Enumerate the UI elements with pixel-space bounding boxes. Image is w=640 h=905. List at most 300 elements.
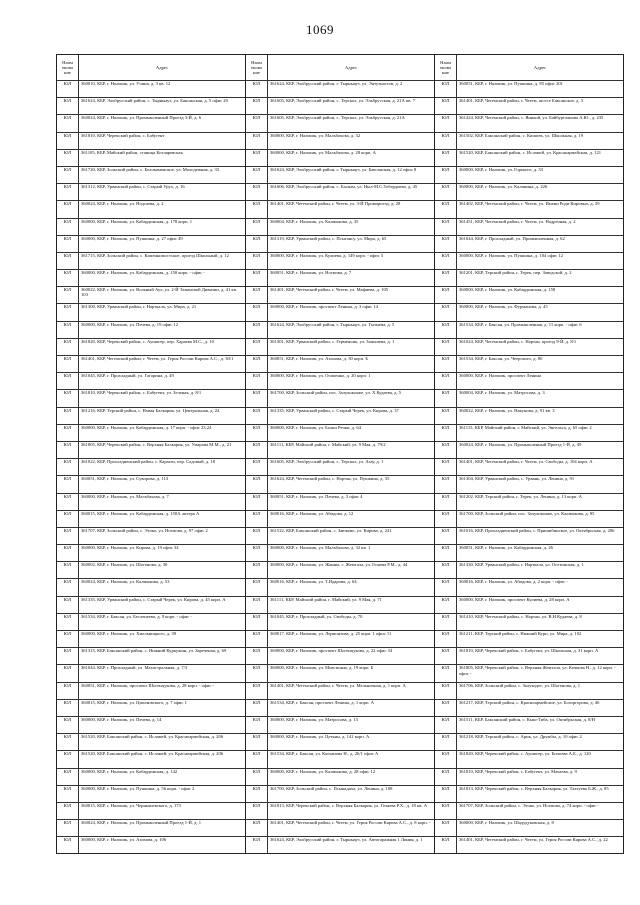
table-row	[435, 218, 623, 235]
entity-type-cell: ЮЛ	[246, 184, 268, 201]
entity-type-cell: ЮЛ	[57, 785, 79, 802]
table-row	[57, 665, 245, 682]
address-cell: 360004, КБР, г. Нальчик, ул. Матросова, д. 3	[457, 390, 624, 407]
address-cell: 360000, КБР, г. Нальчик, ул. Матросова, д. 13	[268, 716, 435, 733]
address-cell: 361216, КБР, Терский район, с. Новая Балкария, ул. Центральная, д. 24	[79, 407, 246, 424]
table-row	[57, 493, 245, 510]
address-cell: 360000, КБР, г. Нальчик, ул. Пушкина, д. 104 офис 12	[457, 252, 624, 269]
table-row	[435, 648, 623, 665]
header-type: Наим енова ние	[246, 55, 268, 81]
address-cell: 361605, КБР, Эльбрусский район, с. Терскол, ул. Эльбрусская, д. 21А кв. 7	[268, 98, 435, 115]
address-cell: 361511, КБР, Баксанский район, с. Кыш-Тиба, ул. Октябрьская, д. 8/Н	[457, 716, 624, 733]
table-row	[57, 218, 245, 235]
entity-type-cell: ЮЛ	[246, 373, 268, 390]
entity-type-cell: ЮЛ	[246, 596, 268, 613]
header-row	[246, 55, 434, 81]
entity-type-cell: ЮЛ	[435, 373, 457, 390]
table-row	[246, 631, 434, 648]
address-cell: 361624, КБР, Эльбрусский район, г. Тырныауз, ул. Автогаражная 1 Линия, д. 1	[270, 837, 423, 843]
table-row	[246, 184, 434, 201]
table-row	[246, 493, 434, 510]
header-address: Адрес	[268, 55, 435, 81]
entity-type-cell: ЮЛ	[246, 356, 268, 373]
address-cell: 360000, КБР, г. Нальчик, проспект Ленина, д. 3 офис 14	[268, 304, 435, 321]
address-cell: 361335, КБР, Урванский район, с. Старый Черек, ул. Кирова, д. 37	[268, 407, 435, 424]
address-cell: 360024, КБР, г. Нальчик, ул. Калмыкова, д. 53	[79, 579, 246, 596]
address-cell: 361502, КБР, Баксанский район, с. Кишпек, ул. Школьная, д. 19	[457, 132, 624, 149]
address-cell: 361534, КБР, г. Баксан, проспект Ленина, д. 1 корп. А	[268, 699, 435, 716]
entity-type-cell: ЮЛ	[57, 424, 79, 441]
address-column	[246, 55, 435, 853]
table-row	[57, 424, 245, 441]
entity-type-cell: ЮЛ	[435, 734, 457, 751]
table-row	[57, 545, 245, 562]
table-row	[246, 235, 434, 252]
table-row	[435, 596, 623, 613]
table-row	[435, 81, 623, 98]
address-subtable	[246, 55, 434, 853]
table-row	[246, 734, 434, 751]
entity-type-cell: ЮЛ	[435, 751, 457, 768]
entity-type-cell: ЮЛ	[246, 149, 268, 166]
page-number: 1069	[306, 22, 334, 37]
table-row	[435, 579, 623, 596]
entity-type-cell: ЮЛ	[246, 338, 268, 355]
entity-type-cell: ЮЛ	[435, 545, 457, 562]
entity-type-cell: ЮЛ	[57, 648, 79, 665]
address-cell: 361402, КБР, Чегемский район, г. Чегем, ул. Имени Роди Кировых, д. 29	[457, 201, 624, 218]
address-cell: 360000, КБР, г. Нальчик, ул. Ахохова, д. 106	[81, 837, 167, 843]
header-address: Адрес	[457, 55, 624, 81]
table-row	[246, 287, 434, 304]
address-cell: 361315, КБР, Баксанский район, с. Нижний Куркужин, ул. Зареченая, д. 69	[79, 648, 246, 665]
address-cell: 360000, КБР, г. Нальчик, ул. Мовсисяна, д. 19 корп. Б	[268, 665, 435, 682]
entity-type-cell: ЮЛ	[246, 510, 268, 527]
address-cell: 360000, КБР, г. Нальчик, ул. Кирова, д. 19 офис 34	[79, 545, 246, 562]
entity-type-cell: ЮЛ	[435, 510, 457, 527]
entity-type-cell: ЮЛ	[435, 596, 457, 613]
address-cell: 361319, КБР, Урванский район, с. Псыгансу, ул. Мира, д. 65	[268, 235, 435, 252]
entity-type-cell: ЮЛ	[435, 252, 457, 269]
table-row	[57, 527, 245, 544]
entity-type-cell: ЮЛ	[57, 252, 79, 269]
address-cell: 360022, КБР, г. Нальчик, ул. Вольный Аул, ул. 2-Й Таманской Дивизии, д. 41 кв. 103	[79, 287, 246, 304]
entity-type-cell: ЮЛ	[435, 132, 457, 149]
address-cell: 360000, КБР, г. Нальчик, ул. Кабардинская, д. 178 корп. 1	[79, 218, 246, 235]
entity-type-cell: ЮЛ	[435, 356, 457, 373]
table-row	[246, 545, 434, 562]
entity-type-cell: ЮЛ	[246, 579, 268, 596]
table-row	[246, 132, 434, 149]
address-cell: 360000, КБР, г. Нальчик, ул. Кулиева, д. 149 корп. - офис 3	[268, 252, 435, 269]
entity-type-cell: ЮЛ	[246, 98, 268, 115]
table-row	[435, 476, 623, 493]
entity-type-cell: ЮЛ	[57, 390, 79, 407]
entity-type-cell: ЮЛ	[435, 613, 457, 630]
address-cell: 360000, КБР, г. Нальчик, ул. Калмыкова, д. 28 офис 12	[268, 768, 435, 785]
table-row	[57, 252, 245, 269]
entity-type-cell: ЮЛ	[435, 115, 457, 132]
entity-type-cell: ЮЛ	[246, 682, 268, 699]
address-cell: 361335, КБР, Урванский район, с. Старый Черек, ул. Кирова, д. 45 корп. А	[79, 596, 246, 613]
entity-type-cell: ЮЛ	[435, 407, 457, 424]
entity-type-cell: ЮЛ	[435, 98, 457, 115]
table-row	[435, 304, 623, 321]
entity-type-cell: ЮЛ	[57, 356, 79, 373]
table-row	[246, 356, 434, 373]
entity-type-cell: ЮЛ	[435, 837, 457, 854]
entity-type-cell: ЮЛ	[435, 235, 457, 252]
address-cell: 361520, КБР, Баксанский район, с. Исламей, ул. Красноармейская, д. 206	[79, 751, 246, 768]
entity-type-cell: ЮЛ	[246, 613, 268, 630]
entity-type-cell: ЮЛ	[246, 734, 268, 751]
address-table	[56, 54, 624, 854]
entity-type-cell: ЮЛ	[246, 716, 268, 733]
entity-type-cell: ЮЛ	[435, 338, 457, 355]
entity-type-cell: ЮЛ	[246, 218, 268, 235]
entity-type-cell: ЮЛ	[57, 321, 79, 338]
address-cell: 361534, КБР, г. Баксан, ул. Бесленеева, д. 9 корп. - офис -	[79, 613, 246, 630]
table-row	[435, 132, 623, 149]
address-cell: 360000, КБР, г. Нальчик, ул. Калинина, д. 226	[457, 184, 624, 201]
table-row	[435, 424, 623, 441]
address-cell: 360000, КБР, г. Нальчик, ул. Цеткин, д. 141 корп. А	[268, 734, 435, 751]
header-address: Адрес	[79, 55, 246, 81]
entity-type-cell: ЮЛ	[57, 338, 79, 355]
address-cell: 360015, КБР, г. Нальчик, ул. Чернышевского, д. 173	[79, 802, 246, 819]
entity-type-cell: ЮЛ	[246, 631, 268, 648]
address-cell: 360051, КБР, г. Нальчик, ул. Ахохова, д. 30 корп. Б	[268, 356, 435, 373]
entity-type-cell: ЮЛ	[57, 768, 79, 785]
table-row	[246, 682, 434, 699]
table-row	[246, 424, 434, 441]
address-cell: 361624, КБР, Эльбрусский район, г. Тырныауз, ул. Энтузиастов, д. 2	[268, 81, 435, 98]
entity-type-cell: ЮЛ	[435, 270, 457, 287]
address-cell: 360051, КБР, г. Нальчик, проспект Шогенцукова, д. 28 корп. - офис -	[79, 682, 246, 699]
entity-type-cell: ЮЛ	[246, 407, 268, 424]
table-row	[57, 476, 245, 493]
table-row	[246, 716, 434, 733]
entity-type-cell: ЮЛ	[435, 682, 457, 699]
entity-type-cell: ЮЛ	[435, 81, 457, 98]
table-row	[435, 493, 623, 510]
table-row	[435, 716, 623, 733]
entity-type-cell: ЮЛ	[246, 820, 268, 837]
address-cell: 360051, КБР, г. Нальчик, ул. Ногмова, д. 7	[268, 270, 435, 287]
address-cell: 361805, КБР, Черекский район, с. Верхняя Балкария, ул. Умарова М.М., д. 21	[79, 441, 246, 458]
address-cell: 360016, КБР, г. Нальчик, ул. Абидова, д. 2 корп. - офис -	[457, 579, 624, 596]
table-row	[57, 820, 245, 837]
table-row	[57, 115, 245, 132]
address-cell: 360016, КБР, г. Нальчик, ул. Т.Идарова, д. 64	[268, 579, 435, 596]
entity-type-cell: ЮЛ	[246, 252, 268, 269]
header-row	[435, 55, 623, 81]
entity-type-cell: ЮЛ	[246, 802, 268, 819]
table-row	[435, 802, 623, 819]
address-cell: 360024, КБР, г. Нальчик, ул. Промышленный Проезд 1-Й, д. 49	[457, 441, 624, 458]
address-cell: 361401, КБР, Чегемский район, г. Чегем, ул. Героя России Кярова А.С., д. 22	[459, 837, 608, 843]
address-cell: 361810, КБР, Черекский район, с. Бабугент	[79, 132, 246, 149]
entity-type-cell: ЮЛ	[57, 184, 79, 201]
table-row	[57, 338, 245, 355]
table-row	[57, 613, 245, 630]
entity-type-cell: ЮЛ	[435, 562, 457, 579]
table-row	[57, 802, 245, 819]
address-cell: 360051, КБР, г. Нальчик, ул. Печева, д. 3 офис 4	[268, 493, 435, 510]
table-row	[57, 201, 245, 218]
entity-type-cell: ЮЛ	[435, 493, 457, 510]
table-row	[57, 390, 245, 407]
table-row	[435, 184, 623, 201]
entity-type-cell: ЮЛ	[435, 716, 457, 733]
address-cell: 360022, КБР, г. Нальчик, ул. Накунова, д. 91 кв. 3	[457, 407, 624, 424]
entity-type-cell: ЮЛ	[435, 785, 457, 802]
address-cell: 361700, КБР, Зольский район, пос. Залукокоаже, ул. Х.Кудаева, д. 5	[268, 390, 435, 407]
address-cell: 360017, КБР, г. Нальчик, ул. Лермонтова, д. 25 корп. 1 офис 11	[268, 631, 435, 648]
address-cell: 360000, КБР, г. Нальчик, ул. Балки Речки, д. 64	[268, 424, 435, 441]
address-cell: 361813, КБР, Черекский район, с. Верхняя Балкария, ул. Тахтуева Б.Ж., д. 85	[457, 785, 624, 802]
address-cell: 360000, КБР, г. Нальчик, ул. Мальбахова, д. 32	[268, 132, 435, 149]
table-row	[246, 527, 434, 544]
table-row	[435, 665, 623, 682]
address-cell: 361044, КБР, г. Прохладный, ул. Магистральная, д. 7/3	[79, 665, 246, 682]
entity-type-cell: ЮЛ	[57, 201, 79, 218]
address-cell: 361111, КБР, Майский район, г. Майский, ул. 9 Мая, д. 71	[268, 596, 435, 613]
table-row	[435, 407, 623, 424]
address-cell: 361810, КБР, Черекский район, с. Бабугент, ул. Школьная, д. 31 корп. А	[457, 648, 624, 665]
address-cell: 361301, КБР, Урванский район, с. Герменчик, ул. Зашхиева, д. 1	[268, 338, 435, 355]
entity-type-cell: ЮЛ	[57, 115, 79, 132]
address-cell: 361624, КБР, Эльбрусский район, с. Тырныауз, ул. Баксанская, д. 5 офис 20	[79, 98, 246, 115]
address-cell: 361520, КБР, Баксанский район, с. Исламей, ул. Красноармейская, д. 206	[79, 734, 246, 751]
address-cell: 361534, КБР, г. Баксан, ул. Катханова Н., д. 26/1 офис А	[268, 751, 435, 768]
address-cell: 360000, КБР, г. Нальчик, ул. Печева, д. 14	[79, 716, 246, 733]
table-row	[435, 751, 623, 768]
address-cell: 360000, КБР, г. Нальчик, ул. Кабардинская, д. 158	[457, 287, 624, 304]
address-cell: 361820, КБР, Черекский район, с. Аушигер, пер. Хараева М.С., д. 10	[79, 338, 246, 355]
table-row	[435, 149, 623, 166]
table-row	[246, 768, 434, 785]
entity-type-cell: ЮЛ	[435, 304, 457, 321]
address-cell: 361715, КБР, Зольский район, с. Каменномостское, проезд Школьный, д. 12	[79, 252, 246, 269]
table-row	[246, 596, 434, 613]
address-cell: 360000, КБР, г. Нальчик, проспект Шогенцукова, д. 22 офис 34	[268, 648, 435, 665]
table-row	[57, 716, 245, 733]
table-row	[246, 81, 434, 98]
address-cell: 361605, КБР, Эльбрусский район, с. Терскол, ул. Азау, д. 1	[268, 459, 435, 476]
table-row	[246, 373, 434, 390]
table-row	[435, 682, 623, 699]
entity-type-cell: ЮЛ	[57, 218, 79, 235]
address-cell: 361606, КБР, Эльбрусский район, с. Былым, ул. Ныл-М.С.Тебердиева, д. 45	[268, 184, 435, 201]
address-cell: 360015, КБР, г. Нальчик, ул. Циолковского, д. 7 офис 1	[79, 699, 246, 716]
table-row	[57, 751, 245, 768]
address-cell: 361424, КБР, Чегемский район, с. Яникой, ул. Байбуртланова А.Ю., д. 235	[457, 115, 624, 132]
table-row	[246, 304, 434, 321]
entity-type-cell: ЮЛ	[246, 545, 268, 562]
table-row	[246, 510, 434, 527]
table-row	[435, 356, 623, 373]
address-cell: 360000, КБР, г. Нальчик, ул. Печева, д. 19 офис 12	[79, 321, 246, 338]
table-row	[57, 682, 245, 699]
address-cell: 360002, КБР, г. Нальчик, ул. Шогенова, д. 30	[79, 562, 246, 579]
entity-type-cell: ЮЛ	[57, 562, 79, 579]
entity-type-cell: ЮЛ	[246, 665, 268, 682]
entity-type-cell: ЮЛ	[57, 98, 79, 115]
address-cell: 361401, КБР, Чегемский район, г. Чегем, ул. 3-Й Промпроезд, д. 28	[268, 201, 435, 218]
address-cell: 361810, КБР, Черекский район, с. Бабугент, ул. Зеленая, д. 8/1	[79, 390, 246, 407]
address-cell: 360000, КБР, г. Нальчик, ул. Кабардинская, д. 17 корп. - офис 23,24	[79, 424, 246, 441]
entity-type-cell: ЮЛ	[246, 166, 268, 183]
entity-type-cell: ЮЛ	[435, 459, 457, 476]
table-row	[246, 648, 434, 665]
table-row	[57, 768, 245, 785]
table-row	[435, 270, 623, 287]
address-cell: 360000, КБР, г. Нальчик, проспект Ленина	[457, 373, 624, 390]
address-cell: 361201, КБР, Терский район, г. Терек, пер. Заводской, д. 2	[457, 270, 624, 287]
table-row	[435, 820, 623, 837]
entity-type-cell: ЮЛ	[435, 184, 457, 201]
table-row	[57, 132, 245, 149]
address-cell: 361624, КБР, Эльбрусский район, г. Тырныауз, ул. Гызыева, д. 5	[268, 321, 435, 338]
entity-type-cell: ЮЛ	[57, 81, 79, 98]
entity-type-cell: ЮЛ	[435, 768, 457, 785]
address-cell: 361312, КБР, Урванский район, с. Старый Урух, д. 16	[79, 184, 246, 201]
table-row	[435, 613, 623, 630]
address-cell: 361522, КБР, Баксанский район, с. Заюково, ул. Кирова, д. 241	[268, 527, 435, 544]
entity-type-cell: ЮЛ	[435, 287, 457, 304]
entity-type-cell: ЮЛ	[246, 115, 268, 132]
address-column	[435, 55, 623, 853]
entity-type-cell: ЮЛ	[57, 459, 79, 476]
address-cell: 361706, КБР, Зольский район, с. Залукодес, ул. Шогенова, д. 1	[457, 682, 624, 699]
entity-type-cell: ЮЛ	[246, 699, 268, 716]
table-row	[435, 98, 623, 115]
address-cell: 361451, КБР, Чегемский район, г. Чегем, ул. Надречная, д. 2	[457, 218, 624, 235]
entity-type-cell: ЮЛ	[57, 304, 79, 321]
table-row	[57, 631, 245, 648]
table-row	[435, 235, 623, 252]
table-row	[435, 785, 623, 802]
address-cell: 360000, КБР, г. Нальчик, ул. Кабардинская, д. 142	[79, 768, 246, 785]
table-row	[57, 373, 245, 390]
table-row	[57, 441, 245, 458]
entity-type-cell: ЮЛ	[57, 132, 79, 149]
table-row	[435, 699, 623, 716]
table-row	[435, 527, 623, 544]
entity-type-cell: ЮЛ	[57, 527, 79, 544]
address-cell: 361300, КБР, Урванский район, г. Нарткала, ул. Мира, д. 21	[79, 304, 246, 321]
entity-type-cell: ЮЛ	[57, 820, 79, 837]
address-cell: 361202, КБР, Терский район, г. Терек, ул. Ленина, д. 13 корп. А	[457, 493, 624, 510]
entity-type-cell: ЮЛ	[246, 304, 268, 321]
address-cell: 360000, КБР, г. Нальчик, ул. Мальбахова, д. 28 корп. А	[268, 149, 435, 166]
table-row	[435, 441, 623, 458]
table-row	[57, 149, 245, 166]
entity-type-cell: ЮЛ	[246, 201, 268, 218]
address-cell: 361211, КБР, Терский район, с. Нижний Курп, ул. Мира, д. 102	[457, 631, 624, 648]
table-row	[435, 459, 623, 476]
entity-type-cell: ЮЛ	[246, 648, 268, 665]
table-row	[435, 287, 623, 304]
entity-type-cell: ЮЛ	[57, 235, 79, 252]
entity-type-cell: ЮЛ	[57, 699, 79, 716]
table-row	[57, 270, 245, 287]
address-column	[57, 55, 246, 853]
address-cell: 360024, КБР, г. Нальчик, ул. Нодсаева, д. 2	[79, 201, 246, 218]
address-cell: 361805, КБР, Черекский район, с. Верхняя Жемтала, ул. Кочкова Н., д. 12 корп. - офис -	[457, 665, 624, 682]
table-row	[246, 441, 434, 458]
table-row	[57, 166, 245, 183]
entity-type-cell: ЮЛ	[435, 579, 457, 596]
address-cell: 361820, КБР, Черекский район, с. Аушигер, ул. Бичоева А.Б., д. 120	[457, 751, 624, 768]
table-row	[435, 166, 623, 183]
table-row	[435, 115, 623, 132]
address-cell: 361534, КБР, г. Баксан, ул. Промышленная, д. 11 корп. - офис 6	[457, 321, 624, 338]
entity-type-cell: ЮЛ	[435, 476, 457, 493]
table-row	[57, 699, 245, 716]
entity-type-cell: ЮЛ	[435, 699, 457, 716]
address-cell: 361022, КБР, Прохладненский район, с. Карагач, пер. Садовый, д. 18	[79, 459, 246, 476]
address-cell: 360000, КБР, г. Нальчик, ул. Осипенко, д. 20 корп. 1	[268, 373, 435, 390]
entity-type-cell: ЮЛ	[435, 218, 457, 235]
table-row	[246, 820, 434, 837]
entity-type-cell: ЮЛ	[435, 166, 457, 183]
table-row	[246, 252, 434, 269]
address-cell: 360010, КБР, г. Нальчик, ул. Учина, д. 3 кв. 12	[79, 81, 246, 98]
address-cell: 361024, КБР, Чегемский район, с. Нартан, проезд 9-Й, д. 8/1	[457, 338, 624, 355]
table-row	[435, 390, 623, 407]
entity-type-cell: ЮЛ	[246, 562, 268, 579]
address-cell: 361410, КБР, Чегемский район, с. Нартан, ул. В.Н.Кудаева, д. 8	[457, 613, 624, 630]
table-row	[246, 166, 434, 183]
address-cell: 360051, КБР, г. Нальчик, ул. Пушкина, д. 85 офис 201	[457, 81, 624, 98]
table-row	[435, 338, 623, 355]
address-cell: 360024, КБР, г. Нальчик, ул. Промышленный Проезд 3-Й, д. 6	[79, 115, 246, 132]
table-row	[246, 98, 434, 115]
address-cell: 360000, КБР, г. Нальчик, проспект Кулиева, д. 28 корп. А	[457, 596, 624, 613]
entity-type-cell: ЮЛ	[57, 407, 79, 424]
entity-type-cell: ЮЛ	[57, 545, 79, 562]
entity-type-cell: ЮЛ	[246, 459, 268, 476]
address-cell: 360000, КБР, г. Нальчик, ул. Пушкина, д. 27 офис 49	[79, 235, 246, 252]
table-row	[435, 837, 623, 854]
address-cell: 361605, КБР, Эльбрусский район, с. Терскол, ул. Эльбрусская, д. 21А	[268, 115, 435, 132]
address-cell: 361624, КБР, Эльбрусский район, г. Тырныауз, ул. Баксанская, д. 12 офис 8	[268, 166, 435, 183]
entity-type-cell: ЮЛ	[57, 149, 79, 166]
entity-type-cell: ЮЛ	[246, 287, 268, 304]
entity-type-cell: ЮЛ	[435, 441, 457, 458]
address-cell: 360000, КБР, г. Нальчик, ул. Горького, д. 33	[457, 166, 624, 183]
address-cell: 361624, КБР, Чегемский район, с. Нартан, ул. Пушкина, д. 35	[268, 476, 435, 493]
table-row	[246, 270, 434, 287]
table-row	[246, 665, 434, 682]
table-row	[57, 287, 245, 304]
table-row	[246, 613, 434, 630]
address-cell: 361217, КБР, Терский район, с. Красноармейское, ул. Бозоргорова, д. 46	[457, 699, 624, 716]
table-row	[246, 476, 434, 493]
entity-type-cell: ЮЛ	[57, 716, 79, 733]
entity-type-cell: ЮЛ	[246, 390, 268, 407]
table-row	[57, 98, 245, 115]
address-cell: 360000, КБР, г. Нальчик, ул. Пушкина, д. 56 корп. - офис 2	[79, 785, 246, 802]
entity-type-cell: ЮЛ	[246, 493, 268, 510]
entity-type-cell: ЮЛ	[435, 648, 457, 665]
address-cell: 361218, КБР, Терский район, с. Арик, ул. Дружбы, д. 10 офис 2	[457, 734, 624, 751]
address-cell: 360000, КБР, г. Нальчик, ул. Шадудуковская, д. 8	[457, 820, 624, 837]
table-row	[57, 510, 245, 527]
table-row	[246, 562, 434, 579]
